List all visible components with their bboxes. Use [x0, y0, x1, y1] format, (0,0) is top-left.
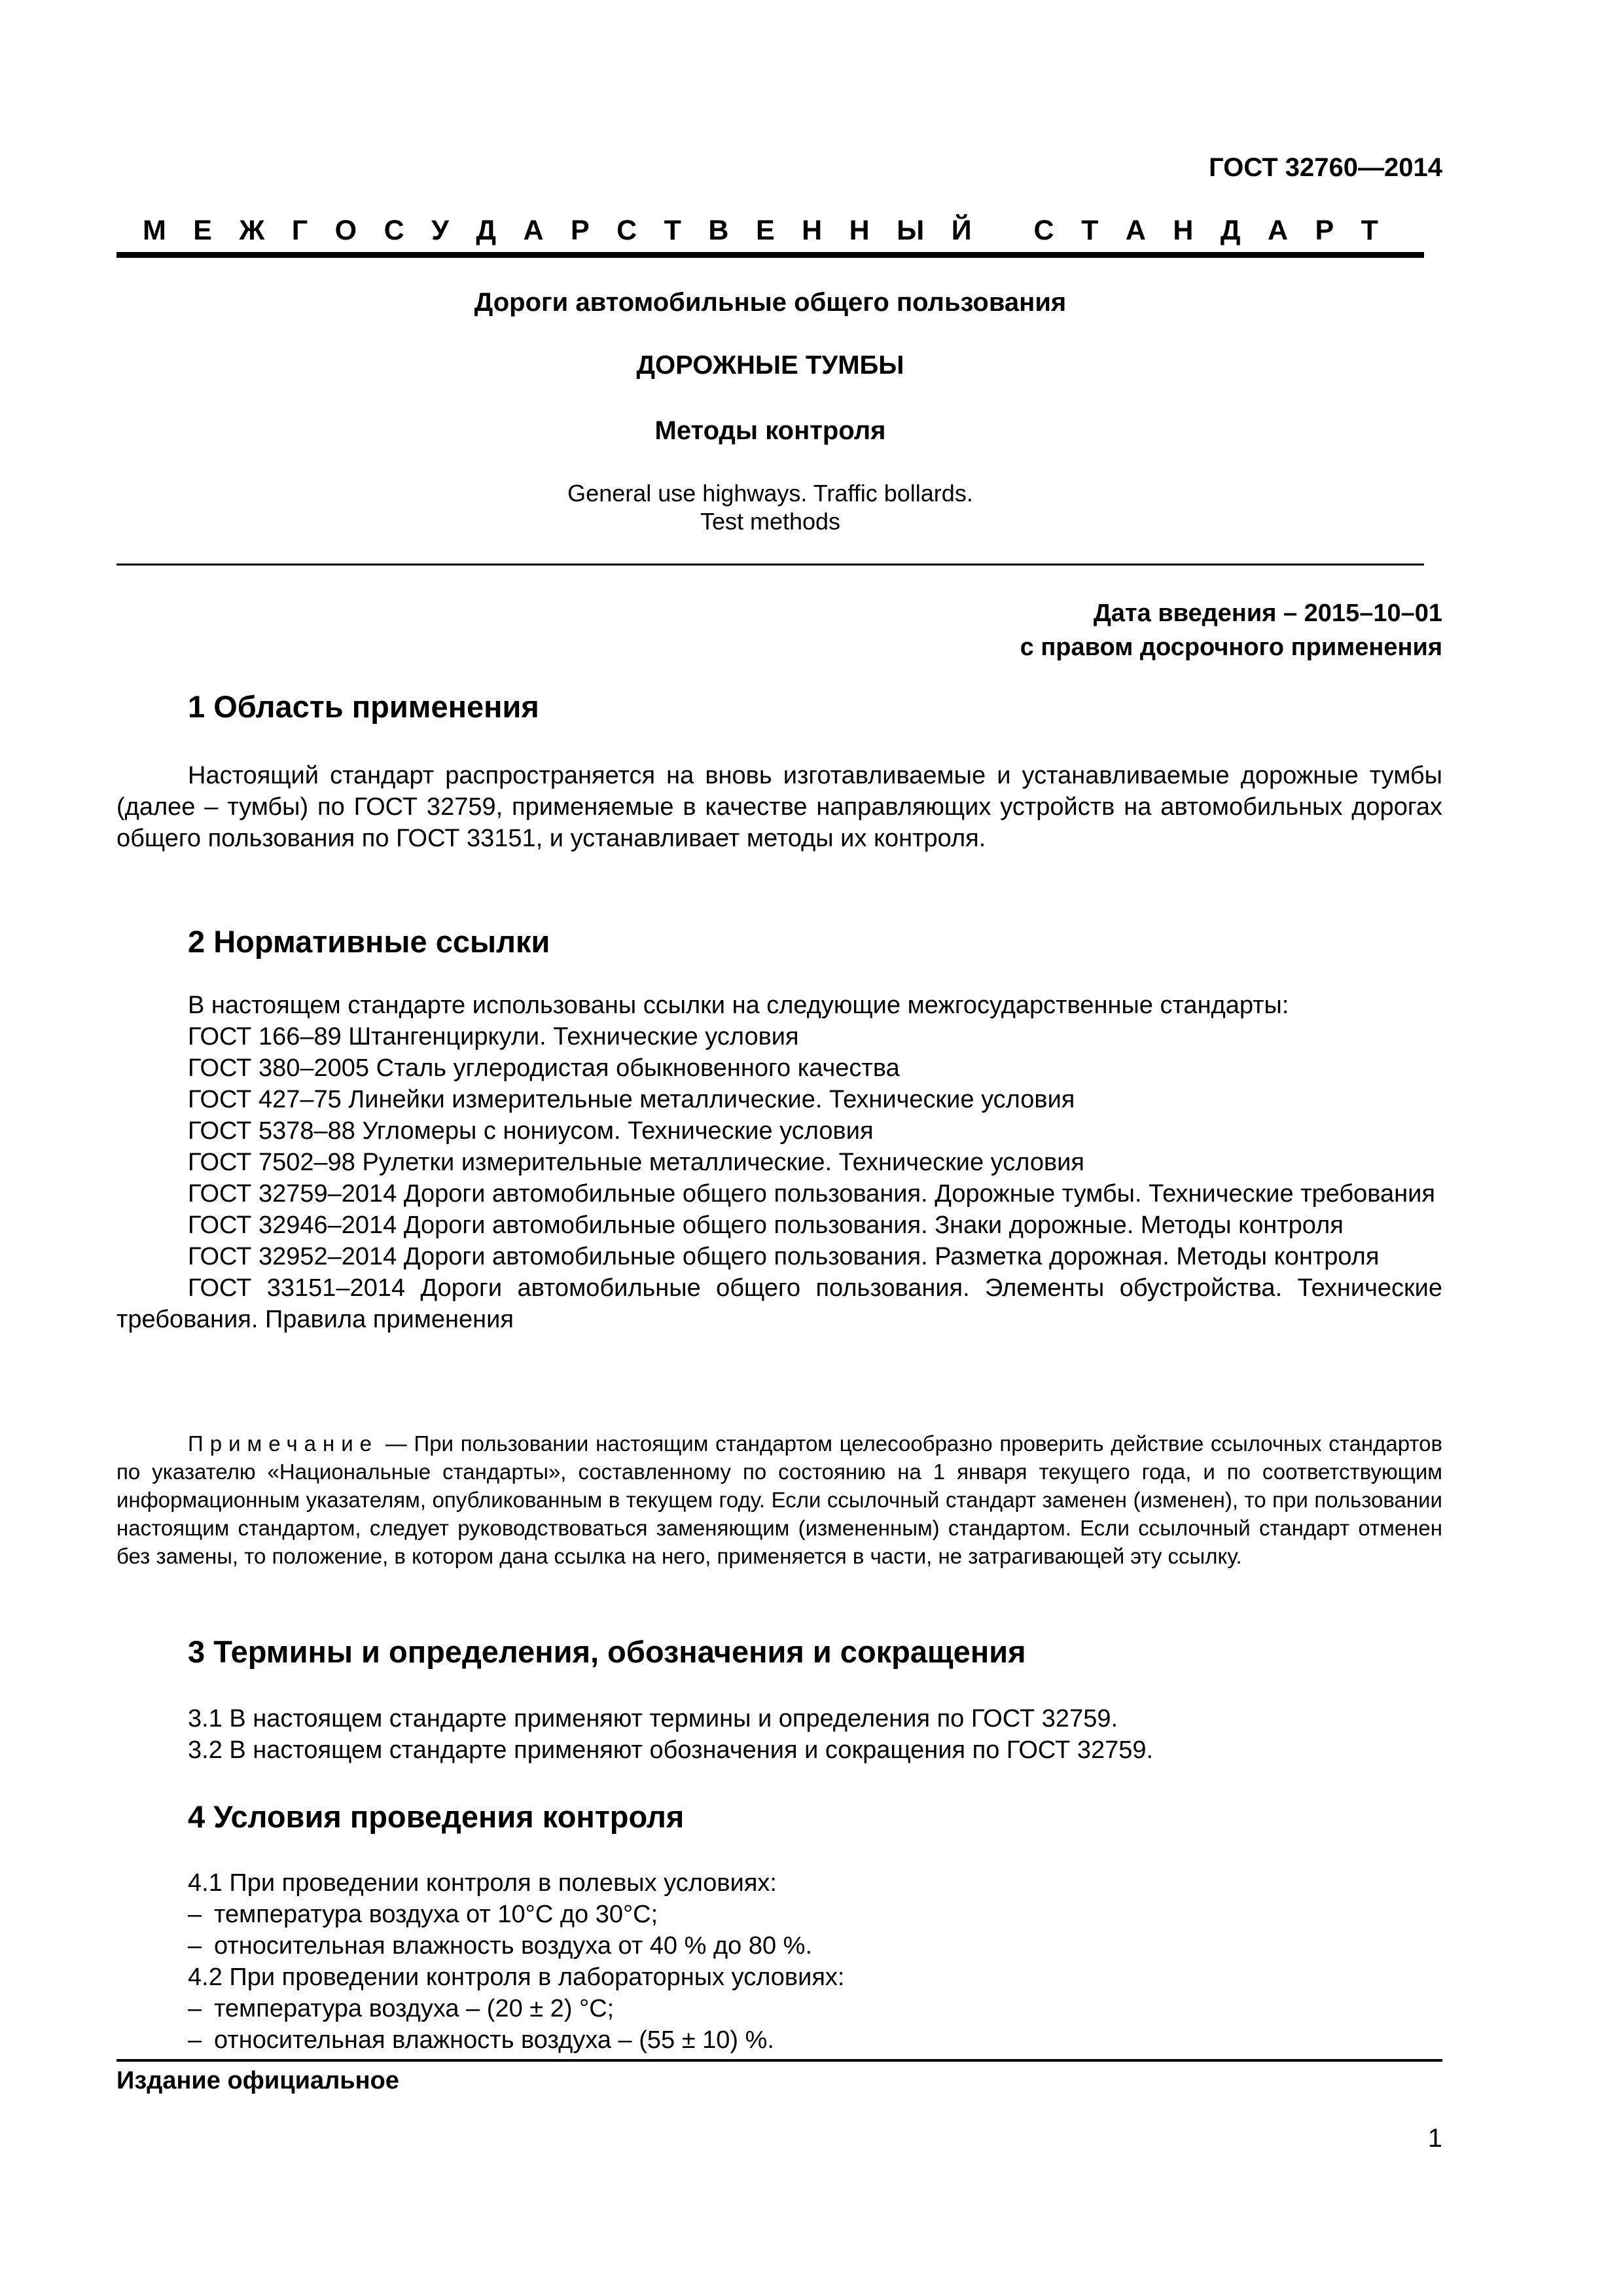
banner-letter: М: [143, 215, 166, 246]
ref-item: ГОСТ 32952–2014 Дороги автомобильные общего пользования. Разметка дорожная. Методы контроля: [188, 1243, 1380, 1270]
refs-intro: В настоящем стандарте использованы ссылки на следующие межгосударственные стандарты:: [188, 992, 1289, 1019]
banner-letter: Т: [1361, 215, 1378, 246]
banner-letter: А: [1125, 215, 1146, 246]
list-item: [116, 1930, 1442, 1962]
english-title-line-2: Test methods: [700, 508, 841, 535]
banner-letter: А: [523, 215, 544, 246]
list-item-text: относительная влажность воздуха от 40 % до 80 %.: [214, 1932, 813, 1960]
banner-letter: Д: [476, 215, 496, 246]
dash-bullet: –: [188, 1901, 202, 1928]
list-item-text: относительная влажность воздуха – (55 ± 10) %.: [214, 2026, 774, 2054]
section-3-items: [188, 1703, 1153, 1766]
banner-letter: Е: [193, 215, 212, 246]
ref-item: ГОСТ 32759–2014 Дороги автомобильные общего пользования. Дорожные тумбы. Технические требования: [188, 1180, 1435, 1208]
section-1-body: [116, 760, 1442, 854]
section-1-text: Настоящий стандарт распространяется на вновь изготавливаемые и устанавливаемые дорожные тумбы (далее – тумбы) по ГОСТ 32759, применяемые в качестве направляющих устройств на автомобильных дорогах общего пользования по ГОСТ 33151, и устанавливает методы их контроля.: [116, 762, 1442, 852]
banner-letter: Ы: [897, 215, 925, 246]
dash-bullet: –: [188, 2026, 202, 2054]
ref-item: ГОСТ 7502–98 Рулетки измерительные металлические. Технические условия: [188, 1149, 1084, 1176]
ref-item: ГОСТ 32946–2014 Дороги автомобильные общего пользования. Знаки дорожные. Методы контроля: [188, 1211, 1344, 1239]
section-2-note: [116, 1429, 1442, 1570]
banner-letter: Г: [291, 215, 308, 246]
ref-item: ГОСТ 5378–88 Угломеры с нониусом. Технические условия: [188, 1117, 874, 1145]
ref-item: ГОСТ 427–75 Линейки измерительные металлические. Технические условия: [188, 1086, 1075, 1113]
note-label: Примечание: [188, 1431, 379, 1456]
list-item: [116, 2024, 1442, 2056]
title-line-3: Методы контроля: [654, 416, 886, 445]
list-item: [116, 1993, 1442, 2024]
page-number: 1: [1427, 2124, 1442, 2153]
dash-bullet: –: [188, 1995, 202, 2022]
title-line-1: Дороги автомобильные общего пользования: [474, 288, 1067, 317]
banner-letter: Р: [1315, 215, 1334, 246]
english-title-line-1: General use highways. Traffic bollards.: [567, 480, 973, 507]
ref-item: ГОСТ 33151–2014 Дороги автомобильные общего пользования. Элементы обустройства. Технические требования. Правила применения: [116, 1274, 1442, 1333]
banner-letter: С: [383, 215, 404, 246]
title-line-2: ДОРОЖНЫЕ ТУМБЫ: [636, 351, 904, 380]
dash-bullet: –: [188, 1932, 202, 1960]
section-3-item: 3.1 В настоящем стандарте применяют термины и определения по ГОСТ 32759.: [188, 1705, 1118, 1732]
banner-letter: Е: [755, 215, 775, 246]
introduction-date: Дата введения – 2015–10–01: [1093, 600, 1442, 627]
banner-letter: Р: [570, 215, 590, 246]
banner-letter: У: [431, 215, 449, 246]
banner-letter: В: [708, 215, 729, 246]
banner-letter: Т: [664, 215, 681, 246]
banner-letters: [143, 213, 1378, 247]
section-2-heading: 2 Нормативные ссылки: [188, 924, 550, 959]
ref-item: ГОСТ 380–2005 Сталь углеродистая обыкновенного качества: [188, 1054, 900, 1082]
list-item: [116, 1899, 1442, 1930]
section-2-short-refs: [188, 990, 1289, 1178]
early-application: с правом досрочного применения: [1020, 634, 1442, 661]
banner-letter: Н: [849, 215, 870, 246]
banner-letter: Й: [951, 215, 972, 246]
banner-rule: [116, 252, 1424, 258]
banner-letter: Т: [1081, 215, 1099, 246]
section-4-items: [116, 1867, 1442, 2056]
list-item-text: температура воздуха от 10°С до 30°С;: [214, 1901, 658, 1928]
title-divider: [116, 564, 1424, 565]
section-3-item: 3.2 В настоящем стандарте применяют обозначения и сокращения по ГОСТ 32759.: [188, 1736, 1154, 1764]
section-3-heading: 3 Термины и определения, обозначения и сокращения: [188, 1634, 1026, 1669]
note-text: — При пользовании настоящим стандартом целесообразно проверить действие ссылочных стандартов по указателю «Национальные стандарты», составленному по состоянию на 1 января текущего года, и по соответствующим информационным указателям, опубликованным в текущем году. Если ссылочный стандарт заменен (изменен), то при пользовании настоящим стандартом, следует руководствоваться заменяющим (измененным) стандартом. Если ссылочный стандарт отменен без замены, то положение, в котором дана ссылка на него, применяется в части, не затрагивающей эту ссылку.: [116, 1431, 1442, 1568]
banner-letter: А: [1267, 215, 1289, 246]
banner-letter: Ж: [239, 215, 265, 246]
banner-letter: Н: [802, 215, 823, 246]
banner-letter: С: [616, 215, 637, 246]
banner-letter: Н: [1173, 215, 1194, 246]
banner-letter: Д: [1220, 215, 1241, 246]
field-conditions-intro: 4.1 При проведении контроля в полевых условиях:: [188, 1869, 777, 1897]
interstate-standard-banner: [116, 213, 1424, 257]
banner-letter: О: [334, 215, 357, 246]
official-edition-label: Издание официальное: [116, 2067, 399, 2094]
section-2-long-refs: [116, 1178, 1442, 1335]
banner-letter: [999, 213, 1007, 247]
standard-code: ГОСТ 32760—2014: [1209, 153, 1442, 182]
lab-conditions-intro: 4.2 При проведении контроля в лабораторных условиях:: [188, 1964, 845, 1991]
banner-letter: С: [1033, 215, 1054, 246]
list-item-text: температура воздуха – (20 ± 2) °С;: [214, 1995, 615, 2022]
footer-rule: [116, 2059, 1442, 2062]
ref-item: ГОСТ 166–89 Штангенциркули. Технические условия: [188, 1023, 799, 1050]
section-1-heading: 1 Область применения: [188, 689, 539, 724]
section-4-heading: 4 Условия проведения контроля: [188, 1799, 685, 1834]
dates-block: [1020, 596, 1442, 664]
